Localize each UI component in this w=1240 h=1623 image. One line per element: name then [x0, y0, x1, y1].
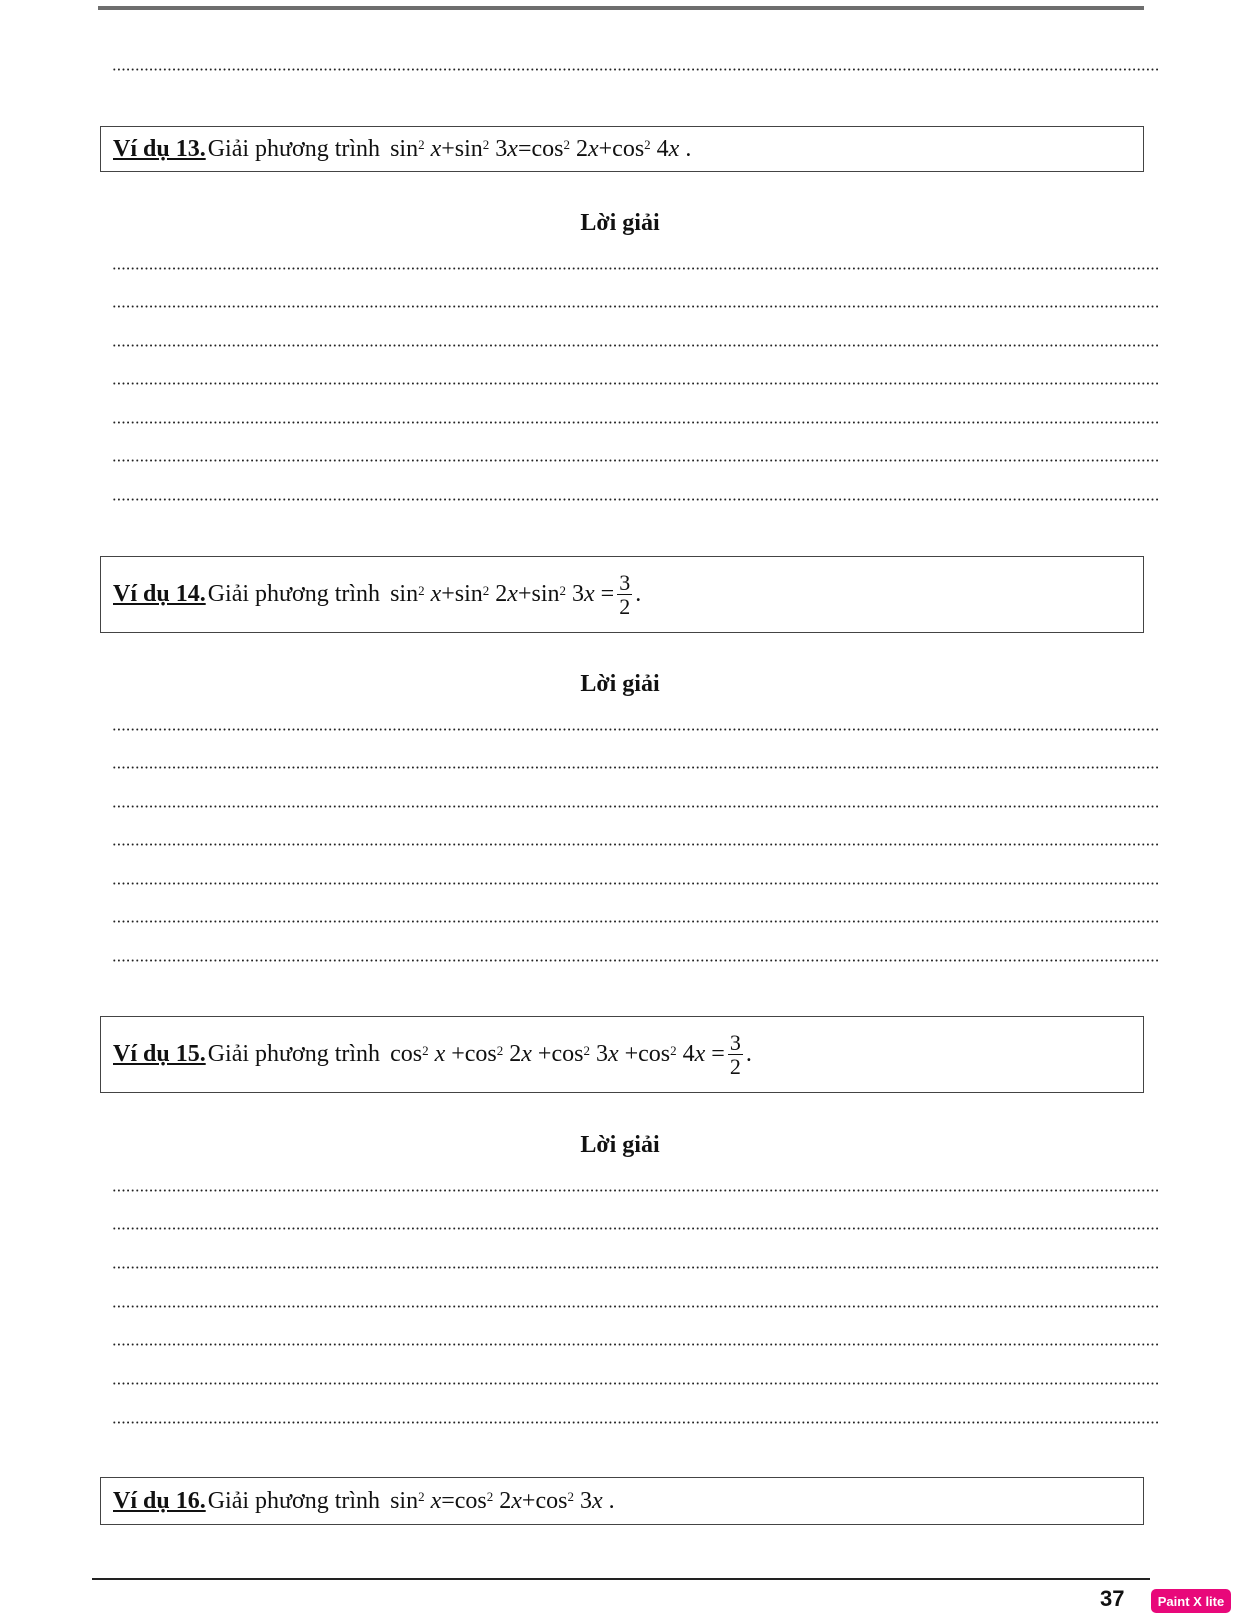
example-equation: sin $^2$ x =cos $^2$ 2 x +cos $^2$ 3 x . [390, 1487, 615, 1514]
answer-line [112, 1305, 1160, 1308]
header-rule [98, 6, 1144, 10]
solution-heading: Lời giải [580, 210, 660, 236]
example-label: Ví dụ 14. [113, 581, 206, 607]
answer-line [112, 805, 1160, 808]
answer-line [112, 305, 1160, 308]
footer-rule [92, 1578, 1150, 1580]
example-equation: cos $^2$ x +cos $^2$ 2 x +cos $^2$ 3 x +cos $^2$ 4 x = $\frac{3}{2}$ . [390, 1029, 752, 1079]
answer-line [112, 459, 1160, 462]
answer-line [112, 1421, 1160, 1424]
example-label: Ví dụ 15. [113, 1041, 206, 1067]
example-prompt: Giải phương trình [207, 1487, 381, 1514]
answer-line [112, 843, 1160, 846]
example-equation: sin $^2$ x +sin $^2$ 3 x =cos $^2$ 2 x +cos $^2$ 4 x . [390, 135, 692, 162]
answer-line [112, 920, 1160, 923]
example-15-box [100, 1016, 1144, 1093]
solution-heading: Lời giải [580, 1132, 660, 1158]
answer-line [112, 1189, 1160, 1192]
answer-line [112, 344, 1160, 347]
example-14-box [100, 556, 1144, 633]
watermark-badge: Paint X lite [1151, 1589, 1231, 1613]
example-prompt: Giải phương trình [207, 581, 381, 607]
page-number: 37 [1100, 1586, 1125, 1611]
answer-line [112, 382, 1160, 385]
answer-line [112, 1382, 1160, 1385]
answer-line [112, 1343, 1160, 1346]
example-16-box [100, 1477, 1144, 1525]
answer-line [112, 498, 1160, 501]
answer-line [112, 882, 1160, 885]
example-13-box [100, 126, 1144, 172]
answer-line [112, 1266, 1160, 1269]
example-prompt: Giải phương trình [207, 1041, 381, 1067]
answer-line [112, 959, 1160, 962]
solution-heading: Lời giải [580, 671, 660, 697]
example-equation: sin $^2$ x +sin $^2$ 2 x +sin $^2$ 3 x = $\frac{3}{2}$ . [390, 569, 642, 619]
example-label: Ví dụ 13. [113, 135, 206, 162]
answer-line [112, 766, 1160, 769]
answer-line [112, 421, 1160, 424]
example-label: Ví dụ 16. [113, 1487, 206, 1514]
answer-line [112, 267, 1160, 270]
answer-line [112, 1227, 1160, 1230]
answer-line [112, 728, 1160, 731]
example-prompt: Giải phương trình [207, 135, 381, 162]
answer-line [112, 68, 1160, 71]
